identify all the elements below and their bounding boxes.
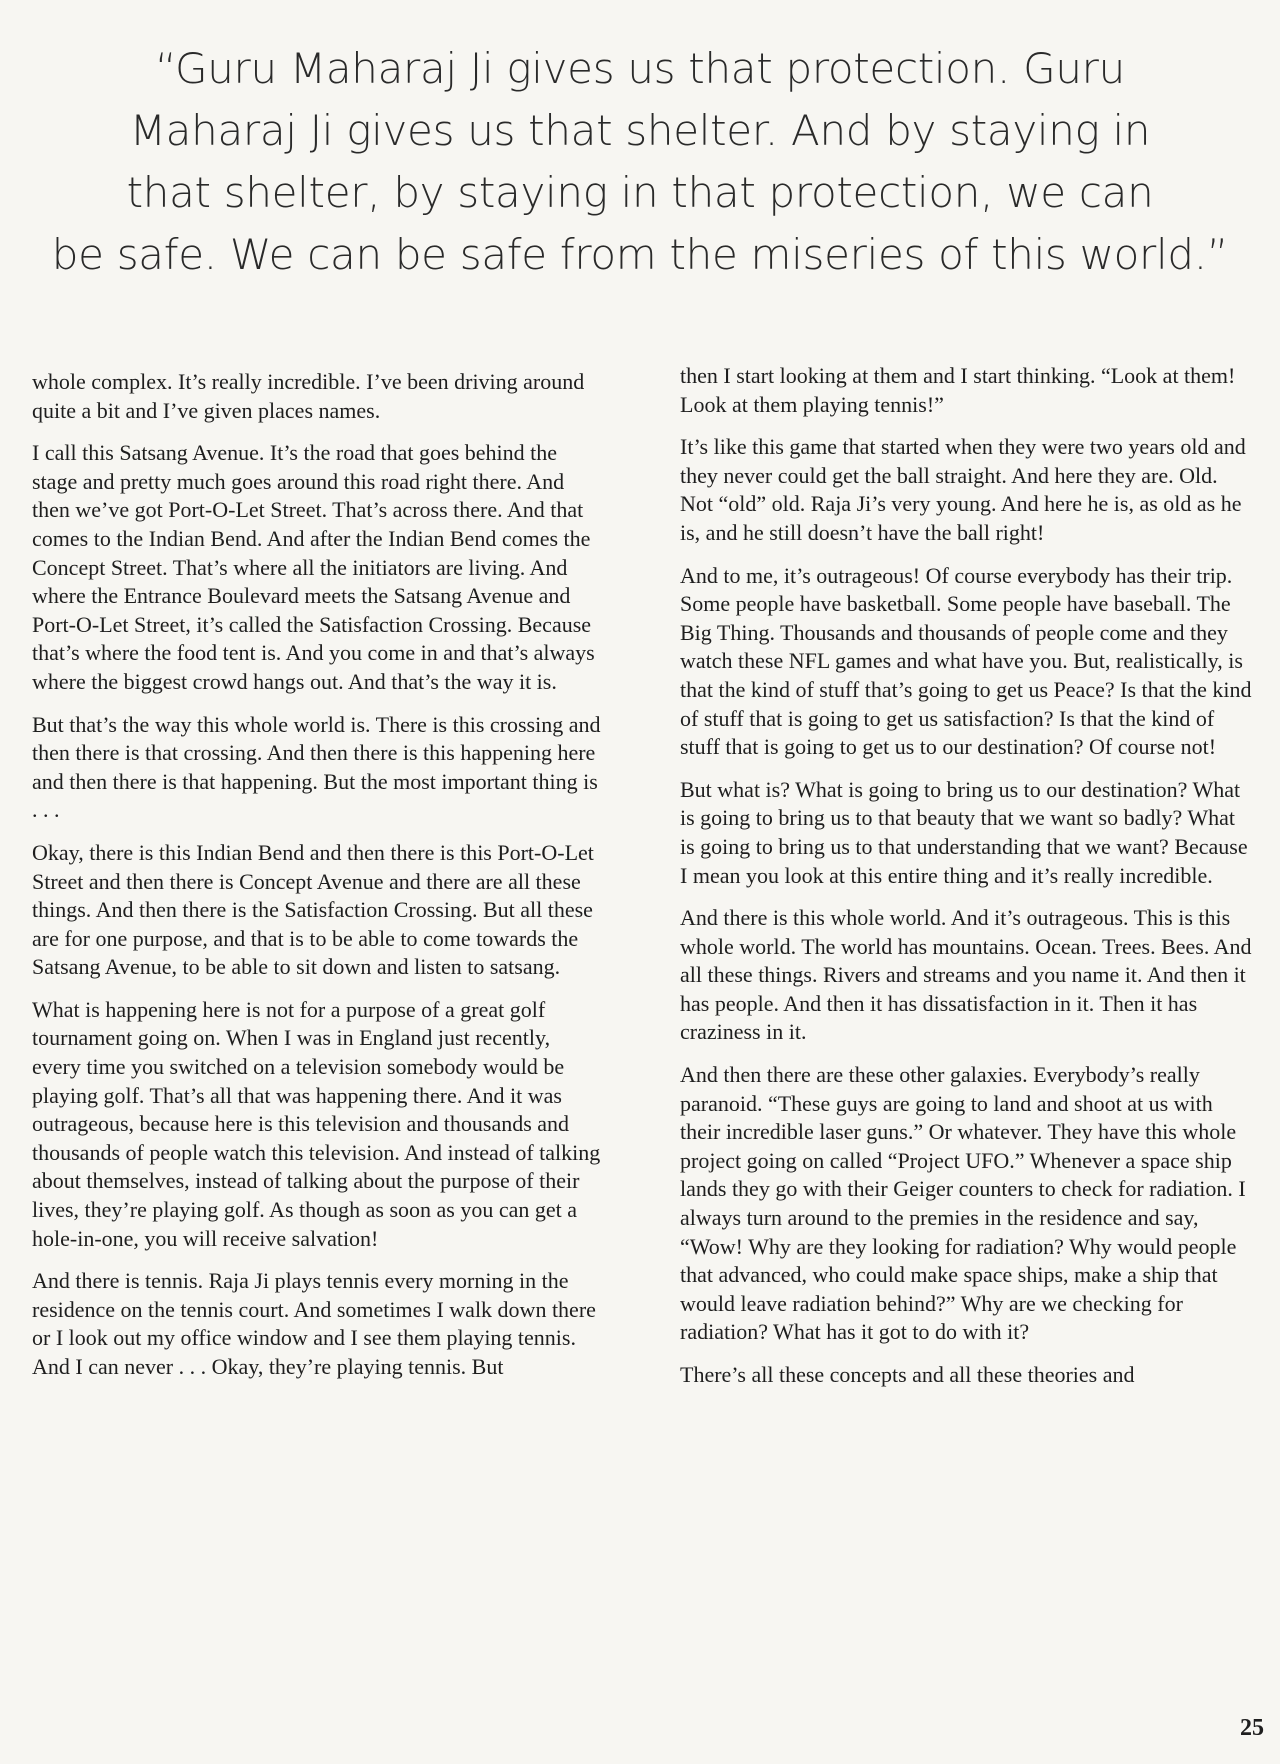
pull-quote-line: be safe. We can be safe from the miseries of this world.” [51, 230, 1229, 279]
pull-quote-line: that shelter, by staying in that protection, we can [126, 168, 1154, 217]
paragraph: But what is? What is going to bring us to our destination? What is going to bring us to that beauty that we want so badly? What is going to bring us to that understanding that we want? Because I mean you look at this entire thing and it’s really incredible. [680, 776, 1248, 888]
page-number: 25 [1240, 1715, 1264, 1741]
pull-quote-line: Maharaj Ji gives us that shelter. And by staying in [129, 106, 1151, 155]
paragraph: What is happening here is not for a purpose of a great golf tournament going on. When I was in England just recently, every time you switched on a television somebody would be playing golf. That’s all that was happening there. And it was outrageous, because here is this television and thousands and thousands of people watch this television. And instead of talking about themselves, instead of talking about the purpose of their lives, they’re playing golf. As though as soon as you can get a hole-in-one, you will receive salvation! [32, 996, 601, 1251]
paragraph: There’s all these concepts and all these theories and [680, 1362, 1135, 1387]
paragraph: It’s like this game that started when they were two years old and they never could get the ball straight. And here they are. Old. Not “old” old. Raja Ji’s very young. And here he is, as old as he is, and he still doesn’t have the ball right! [680, 434, 1246, 545]
paragraph: then I start looking at them and I start thinking. “Look at them! Look at them playing tennis!” [680, 363, 1236, 417]
paragraph: whole complex. It’s really incredible. I’ve been driving around quite a bit and I’ve given places names. [32, 369, 585, 423]
paragraph: And then there are these other galaxies. Everybody’s really paranoid. “These guys are going to land and shoot at us with their incredible laser guns.” Or whatever. They have this whole project going on called “Project UFO.” Whenever a space ship lands they go with their Geiger counters to check for radiation. I always turn around to the premies in the residence and say, “Wow! Why are they looking for radiation? Why would people that advanced, who could make space ships, make a ship that would leave radiation behind?” Why are we checking for radiation? What has it got to do with it? [680, 1062, 1246, 1345]
paragraph: And there is this whole world. And it’s outrageous. This is this whole world. The world has mountains. Ocean. Trees. Bees. And all these things. Rivers and streams and you name it. And then it has people. And then it has dissatisfaction in it. Then it has craziness in it. [680, 905, 1252, 1045]
paragraph: But that’s the way this whole world is. There is this crossing and then there is that crossing. And then there is this happening here and then there is that happening. But the most important thing is . . . [32, 711, 601, 823]
paragraph: And to me, it’s outrageous! Of course everybody has their trip. Some people have basketball. Some people have baseball. The Big Thing. Thousands and thousands of people come and they watch these NFL games and what have you. But, realistically, is that the kind of stuff that’s going to get us Peace? Is that the kind of stuff that is going to get us satisfaction? Is that the kind of stuff that is going to get us to our destination? Of course not! [680, 562, 1252, 760]
left-column [32, 368, 604, 1396]
paragraph: I call this Satsang Avenue. It’s the road that goes behind the stage and pretty much goes around this road right there. And then we’ve got Port-O-Let Street. That’s across there. And that comes to the Indian Bend. And after the Indian Bend comes the Concept Street. That’s where all the initiators are living. And where the Entrance Boulevard meets the Satsang Avenue and Port-O-Let Street, it’s called the Satisfaction Crossing. Because that’s where the food tent is. And you come in and that’s always where the biggest crowd hangs out. And that’s the way it is. [32, 440, 595, 694]
pull-quote [40, 38, 1240, 286]
paragraph: Okay, there is this Indian Bend and then there is this Port-O-Let Street and then there is Concept Avenue and there are all these things. And then there is the Satisfaction Crossing. But all these are for one purpose, and that is to be able to come towards the Satsang Avenue, to be able to sit down and listen to satsang. [32, 839, 594, 980]
right-column [680, 362, 1252, 1404]
paragraph: And there is tennis. Raja Ji plays tennis every morning in the residence on the tennis court. And sometimes I walk down there or I look out my office window and I see them playing tennis. And I can never . . . Okay, they’re playing tennis. But [32, 1268, 596, 1379]
pull-quote-line: “Guru Maharaj Ji gives us that protection. Guru [155, 44, 1125, 93]
